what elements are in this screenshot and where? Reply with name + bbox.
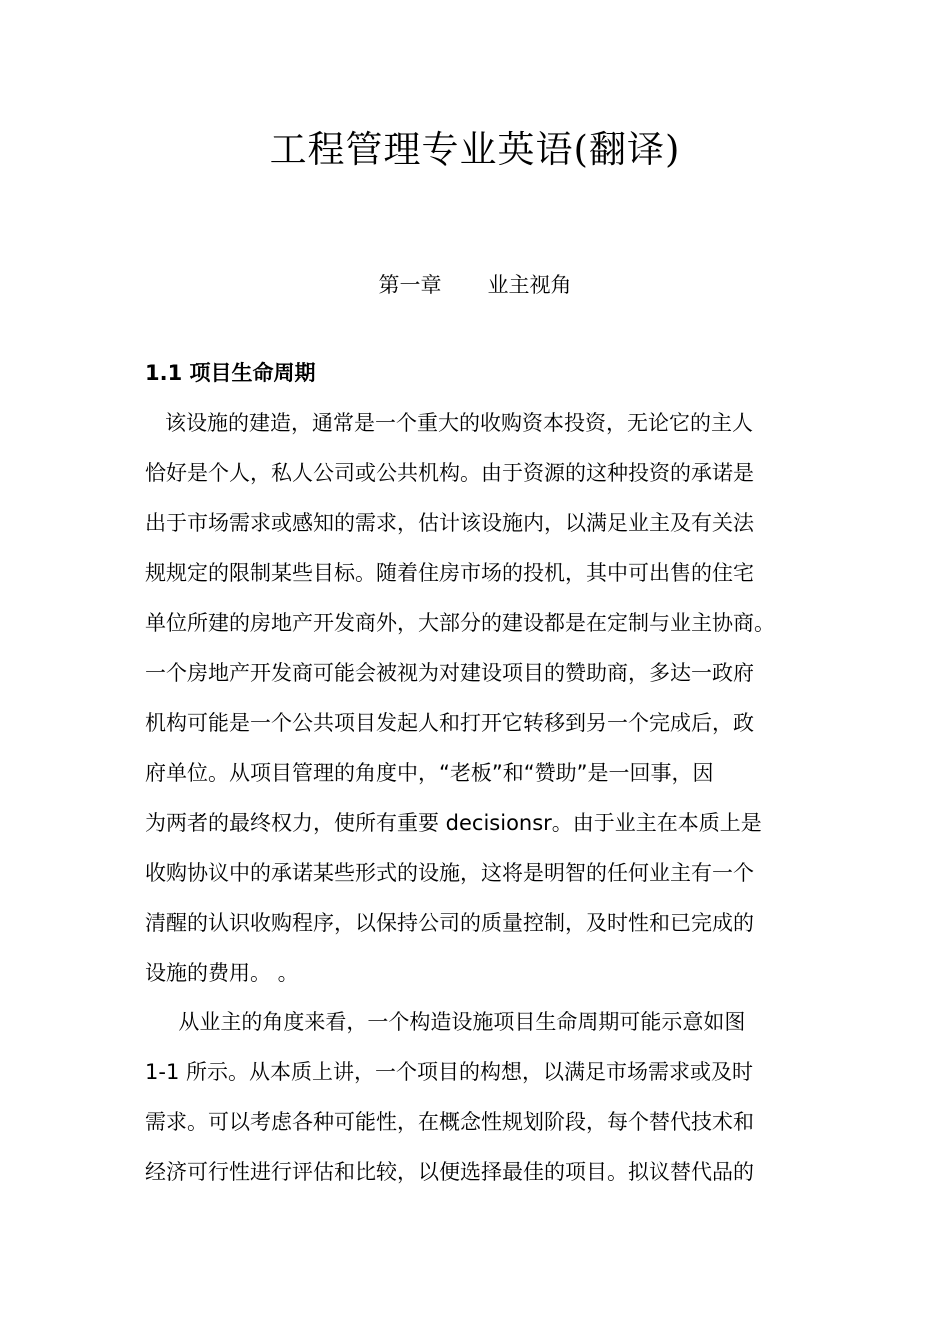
- paragraph-line: 府单位。从项目管理的角度中，“老板”和“赞助”是一回事，因: [145, 761, 714, 785]
- paragraph-line: 为两者的最终权力，使所有重要 decisionsr。由于业主在本质上是: [145, 811, 762, 835]
- paragraph-1: [145, 398, 805, 998]
- paragraph-line: 设施的费用。 。: [145, 961, 299, 985]
- chapter-number: 第一章: [378, 273, 442, 297]
- chapter-heading: [0, 270, 950, 300]
- paragraph-line: 1-1 所示。从本质上讲，一个项目的构想，以满足市场需求或及时: [145, 1060, 753, 1084]
- paragraph-line: 规规定的限制某些目标。随着住房市场的投机，其中可出售的住宅: [145, 561, 754, 585]
- paragraph-line: 清醒的认识收购程序，以保持公司的质量控制，及时性和已完成的: [145, 911, 754, 935]
- paragraph-2: [145, 997, 805, 1197]
- paragraph-line: 从业主的角度来看，一个构造设施项目生命周期可能示意如图: [145, 1010, 746, 1034]
- paragraph-line: 出于市场需求或感知的需求，估计该设施内，以满足业主及有关法: [145, 511, 754, 535]
- paragraph-line: 机构可能是一个公共项目发起人和打开它转移到另一个完成后，政: [145, 711, 754, 735]
- section-heading: 1.1 项目生命周期: [145, 361, 316, 385]
- document-title: 工程管理专业英语(翻译): [269, 128, 681, 171]
- paragraph-line: 该设施的建造，通常是一个重大的收购资本投资，无论它的主人: [145, 411, 754, 435]
- paragraph-line: 恰好是个人，私人公司或公共机构。由于资源的这种投资的承诺是: [145, 461, 754, 485]
- paragraph-line: 经济可行性进行评估和比较，以便选择最佳的项目。拟议替代品的: [145, 1160, 754, 1184]
- paragraph-line: 单位所建的房地产开发商外，大部分的建设都是在定制与业主协商。: [145, 611, 775, 635]
- paragraph-line: 一个房地产开发商可能会被视为对建设项目的赞助商，多达一政府: [145, 661, 754, 685]
- paragraph-line: 需求。可以考虑各种可能性，在概念性规划阶段，每个替代技术和: [145, 1110, 754, 1134]
- chapter-name: 业主视角: [487, 273, 572, 297]
- paragraph-line: 收购协议中的承诺某些形式的设施，这将是明智的任何业主有一个: [145, 861, 754, 885]
